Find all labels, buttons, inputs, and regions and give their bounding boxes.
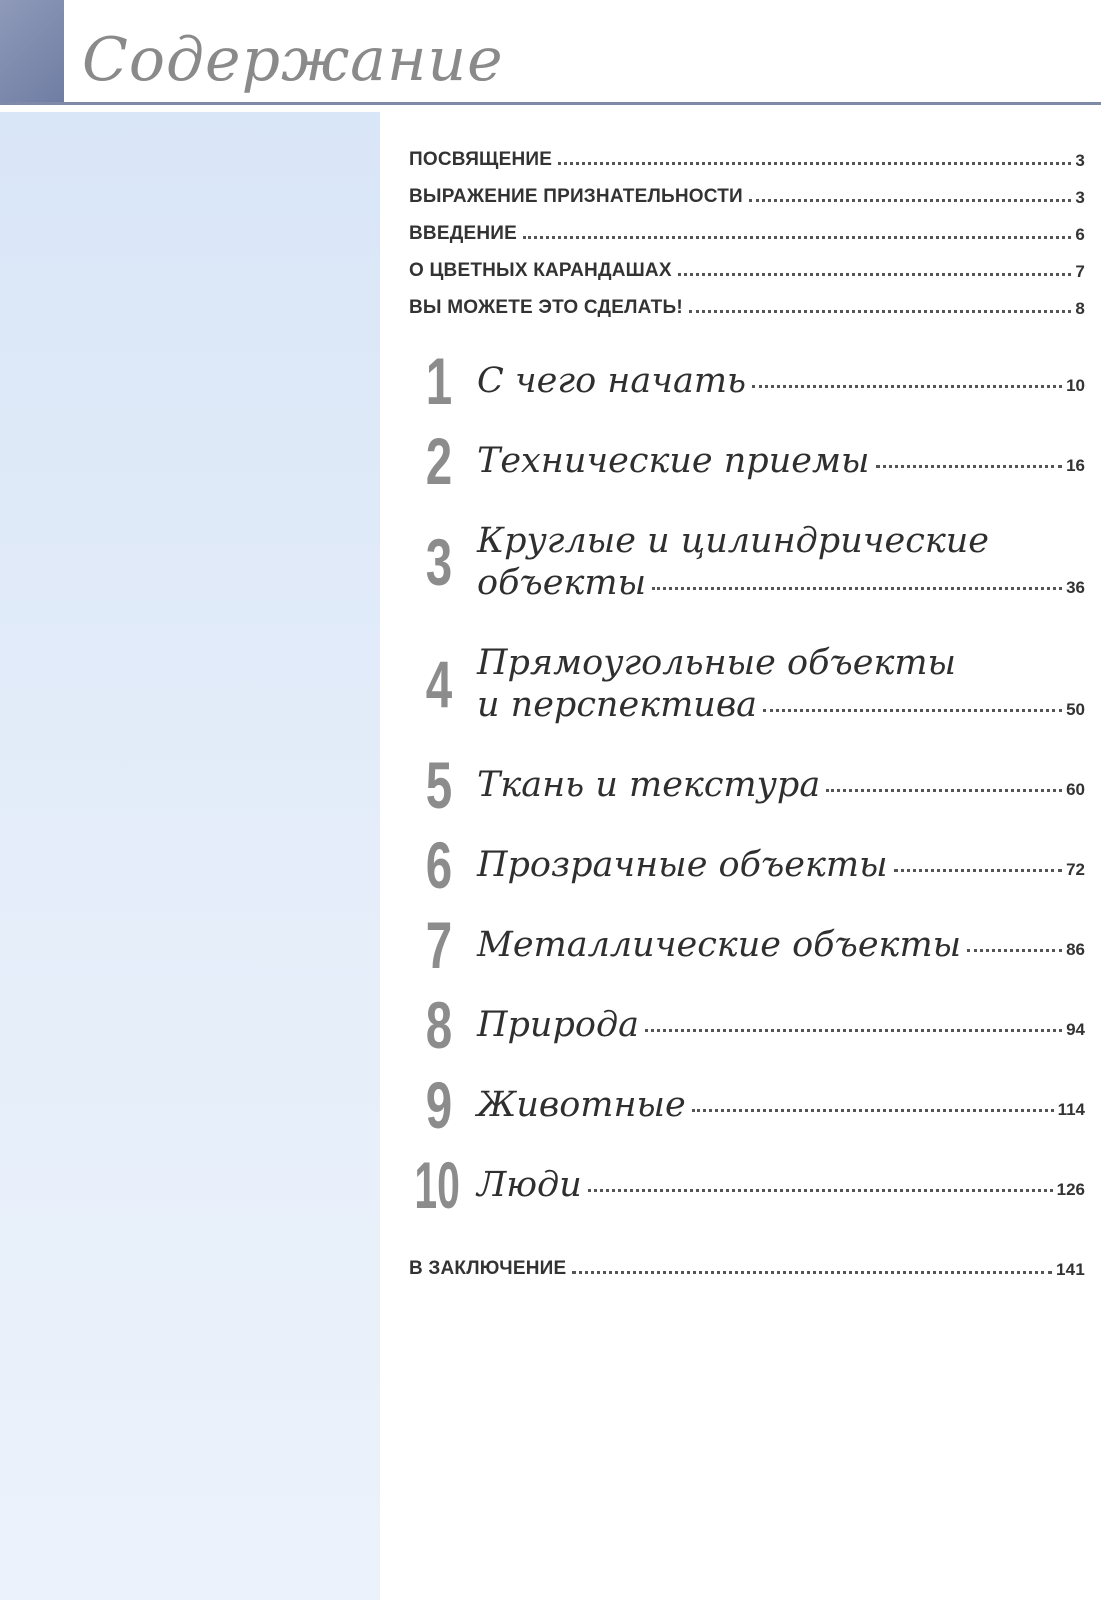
chapter-page: 126 <box>1056 1180 1085 1199</box>
toc-entry-dedication[interactable] <box>409 134 1085 171</box>
chapter-number: 2 <box>425 424 453 498</box>
toc-entry-page: 3 <box>1075 151 1085 170</box>
toc-entry-title: ПОСВЯЩЕНИЕ <box>409 149 553 170</box>
header-rule <box>0 102 1101 105</box>
chapter-title-line1: Круглые и цилиндрические <box>477 521 989 561</box>
toc-entry-you-can-do-it[interactable] <box>409 282 1085 319</box>
chapter-page: 60 <box>1066 780 1085 799</box>
chapter-page: 10 <box>1066 376 1085 395</box>
toc-entry-title: ВВЕДЕНИЕ <box>409 223 517 244</box>
toc-entry-title: В ЗАКЛЮЧЕНИЕ <box>409 1258 567 1279</box>
chapter-title: Металлические объекты <box>477 925 962 965</box>
toc-entry-acknowledgements[interactable] <box>409 171 1085 208</box>
chapter-page: 16 <box>1066 456 1085 475</box>
dot-leader <box>689 310 1072 313</box>
dot-leader <box>763 709 1062 712</box>
chapter-number: 7 <box>425 908 453 982</box>
toc-chapter-6[interactable] <box>409 825 1085 905</box>
chapter-page: 50 <box>1066 700 1085 719</box>
dot-leader <box>645 1029 1062 1032</box>
chapter-title: Ткань и текстура <box>477 765 821 805</box>
toc-chapter-9[interactable] <box>409 1065 1085 1145</box>
dot-leader <box>894 869 1062 872</box>
left-decorative-panel <box>0 112 380 1600</box>
toc-entry-conclusion[interactable] <box>409 1243 1085 1280</box>
toc-chapter-4[interactable] <box>409 623 1085 745</box>
chapter-number: 8 <box>425 988 453 1062</box>
toc-chapter-2[interactable] <box>409 421 1085 501</box>
toc-chapter-3[interactable] <box>409 501 1085 623</box>
chapter-number: 9 <box>425 1068 453 1142</box>
chapter-number: 1 <box>425 344 453 418</box>
chapter-number: 6 <box>425 828 453 902</box>
dot-leader <box>572 1271 1052 1274</box>
dot-leader <box>523 236 1071 239</box>
chapter-page: 72 <box>1066 860 1085 879</box>
chapter-page: 86 <box>1066 940 1085 959</box>
dot-leader <box>678 273 1072 276</box>
chapter-title: Животные <box>477 1085 686 1125</box>
toc-chapter-7[interactable] <box>409 905 1085 985</box>
toc-chapter-8[interactable] <box>409 985 1085 1065</box>
toc-entry-title: ВЫРАЖЕНИЕ ПРИЗНАТЕЛЬНОСТИ <box>409 186 743 207</box>
dot-leader <box>826 789 1062 792</box>
chapter-number: 3 <box>425 525 453 599</box>
header-corner-block <box>0 0 64 104</box>
dot-leader <box>876 465 1063 468</box>
chapter-title: Прозрачные объекты <box>477 845 888 885</box>
toc-entry-page: 7 <box>1075 262 1085 281</box>
chapter-title: Люди <box>477 1165 582 1205</box>
chapter-title-line2: объекты <box>477 563 647 603</box>
toc-entry-page: 6 <box>1075 225 1085 244</box>
chapter-title: Технические приемы <box>477 441 870 481</box>
dot-leader <box>692 1109 1054 1112</box>
chapter-title-line1: Прямоугольные объекты <box>477 643 957 683</box>
chapter-page: 94 <box>1066 1020 1085 1039</box>
chapter-number: 4 <box>425 647 453 721</box>
chapter-page: 36 <box>1066 578 1085 597</box>
chapter-number: 5 <box>425 748 453 822</box>
page-header <box>64 0 1101 104</box>
toc-chapter-1[interactable] <box>409 341 1085 421</box>
page-title: Содержание <box>82 25 504 95</box>
toc-chapter-10[interactable] <box>409 1145 1085 1225</box>
chapter-title: С чего начать <box>477 361 747 401</box>
table-of-contents <box>409 134 1085 1280</box>
dot-leader <box>752 385 1062 388</box>
chapter-page: 114 <box>1057 1100 1085 1119</box>
toc-entry-page: 3 <box>1075 188 1085 207</box>
toc-entry-introduction[interactable] <box>409 208 1085 245</box>
toc-entry-about-pencils[interactable] <box>409 245 1085 282</box>
dot-leader <box>588 1189 1053 1192</box>
chapter-number: 10 <box>414 1148 460 1222</box>
chapter-title-line2: и перспектива <box>477 685 758 725</box>
dot-leader <box>558 162 1071 165</box>
toc-chapter-5[interactable] <box>409 745 1085 825</box>
toc-entry-title: ВЫ МОЖЕТЕ ЭТО СДЕЛАТЬ! <box>409 297 683 318</box>
chapter-title: Природа <box>477 1005 639 1045</box>
dot-leader <box>967 949 1062 952</box>
toc-entry-title: О ЦВЕТНЫХ КАРАНДАШАХ <box>409 260 672 281</box>
toc-entry-page: 141 <box>1056 1260 1085 1279</box>
dot-leader <box>652 587 1062 590</box>
toc-entry-page: 8 <box>1075 299 1085 318</box>
dot-leader <box>749 199 1071 202</box>
